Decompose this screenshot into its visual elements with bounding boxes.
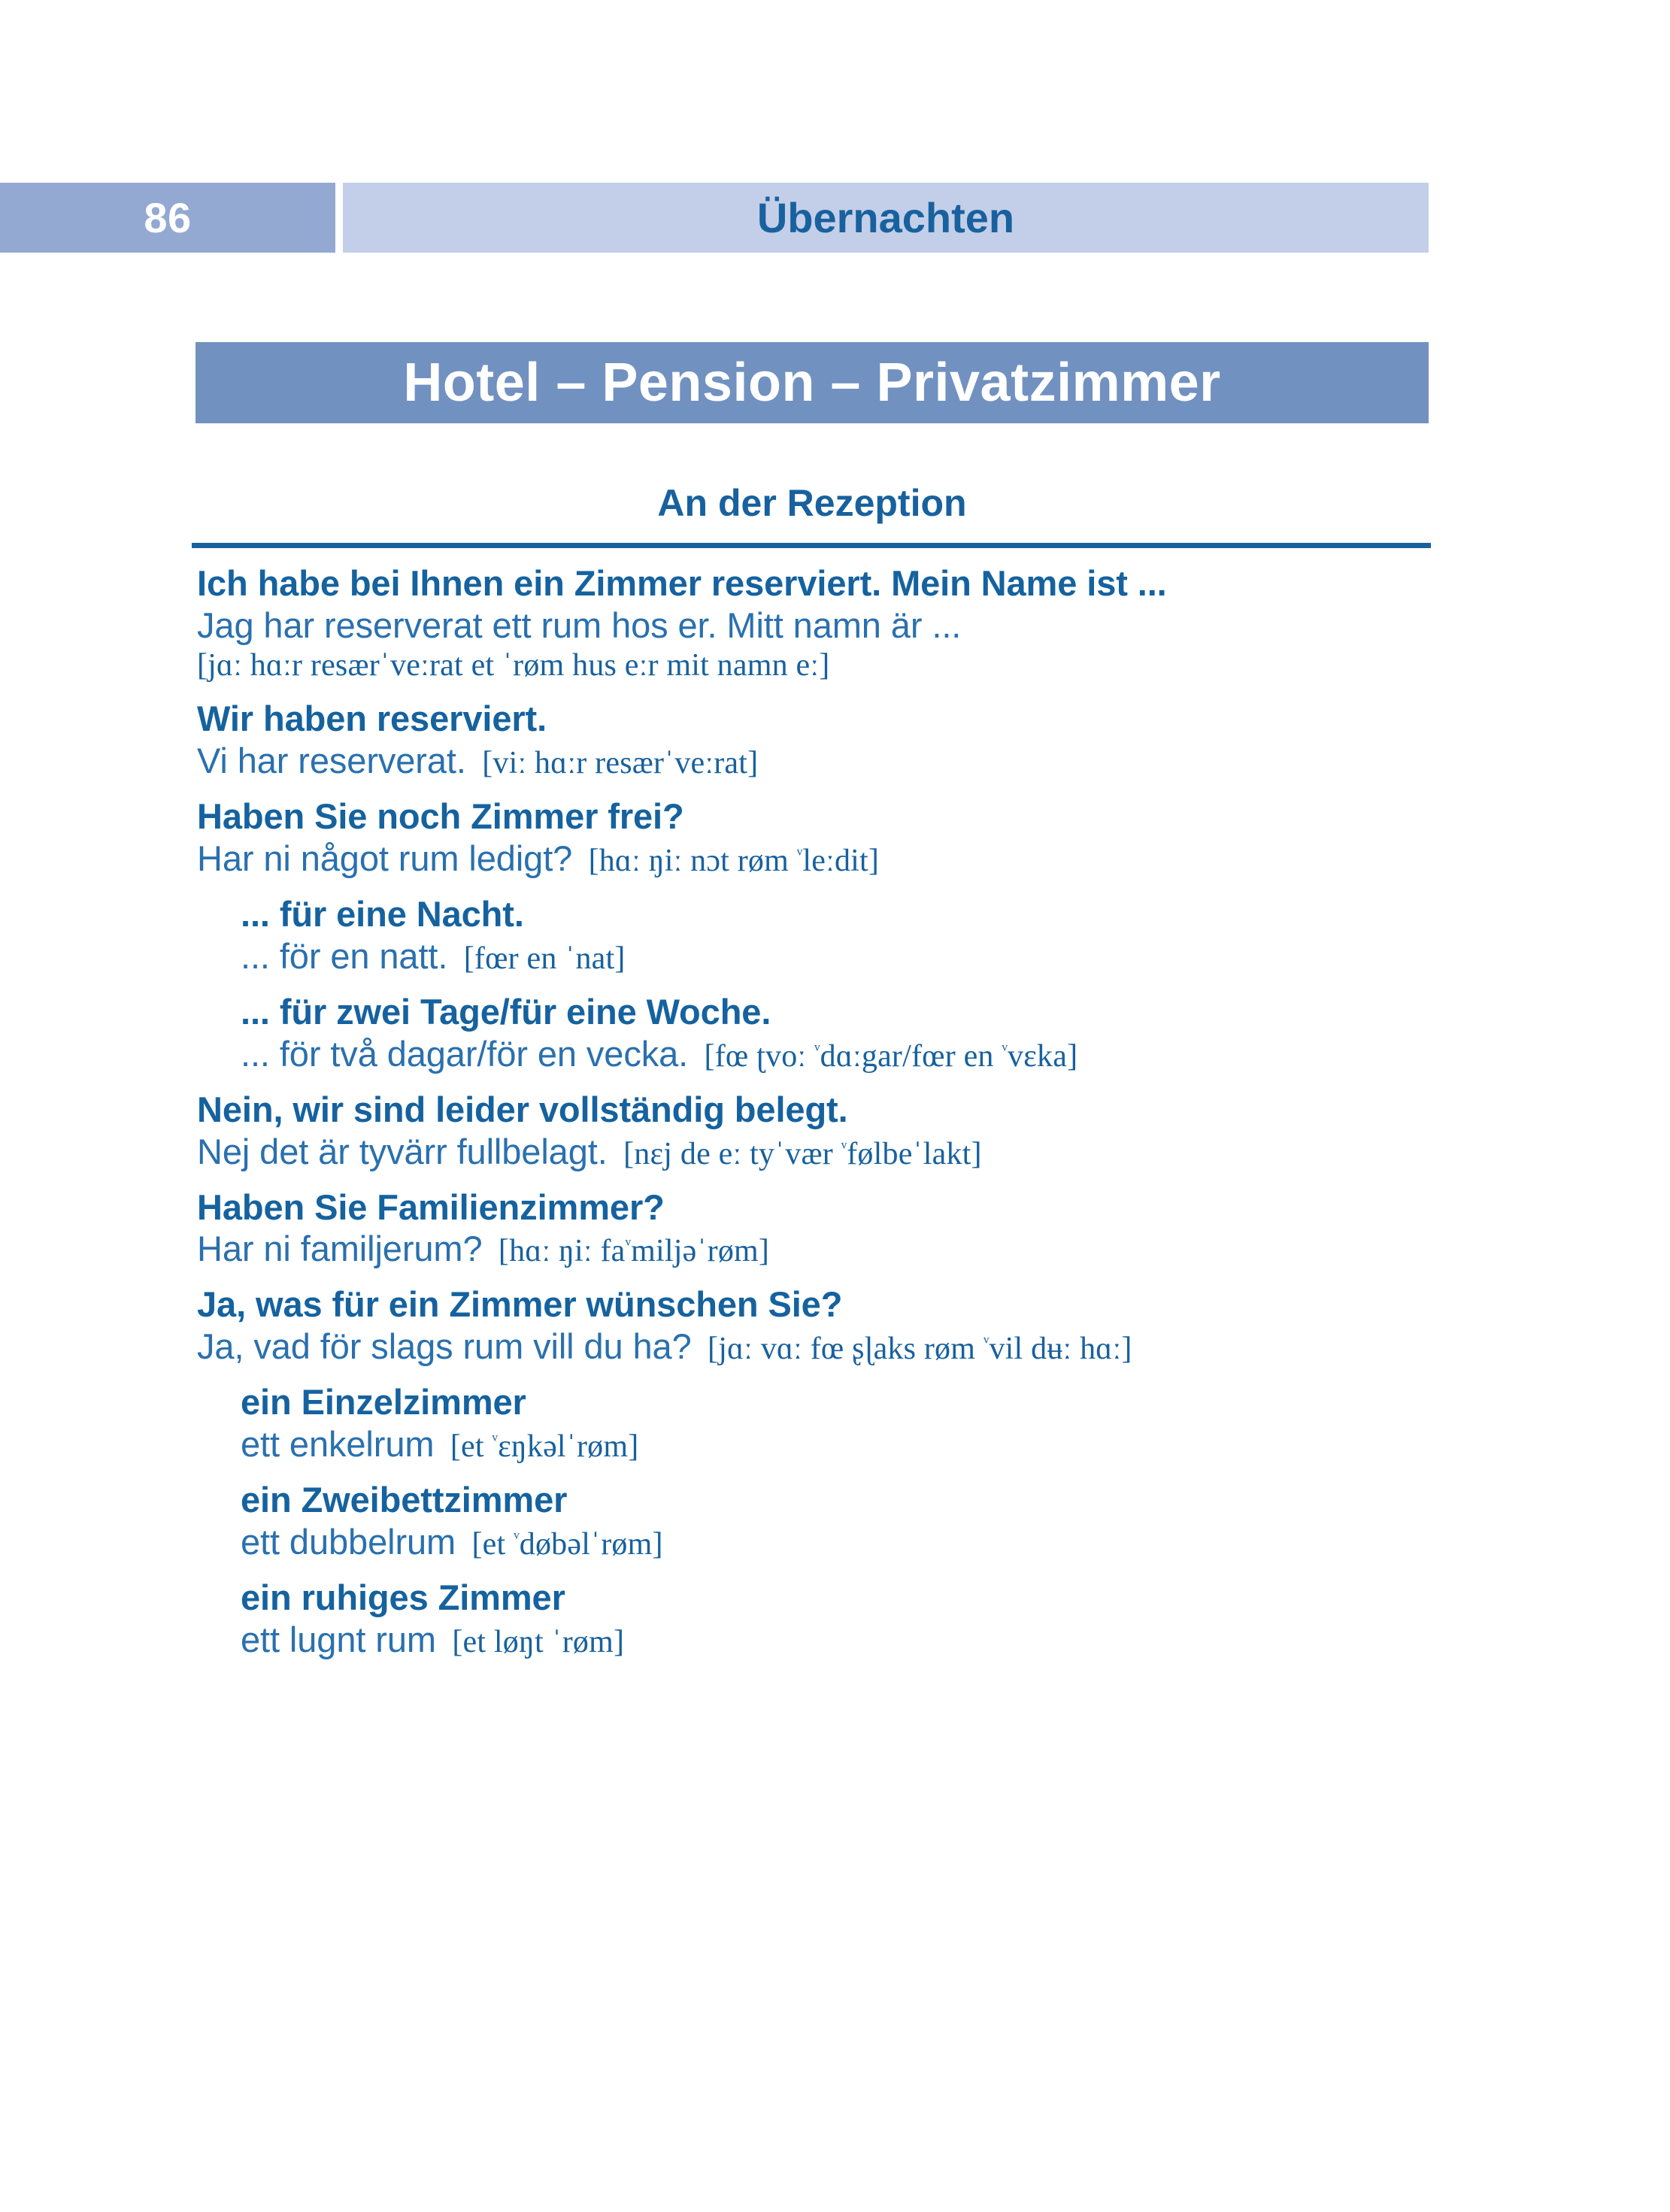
phrase-entry bbox=[197, 1186, 1475, 1271]
german-phrase: ein Zweibettzimmer bbox=[241, 1480, 568, 1520]
swedish-translation: Nej det är tyvärr fullbelagt. bbox=[197, 1131, 608, 1171]
ipa-pronunciation: [viː hɑːr resærˈveːrat] bbox=[465, 746, 759, 780]
heading-rule bbox=[192, 543, 1431, 548]
phrase-entry bbox=[197, 1089, 1475, 1174]
running-head bbox=[0, 183, 1429, 253]
swedish-translation: Har ni något rum ledigt? bbox=[197, 838, 573, 878]
translation-line bbox=[197, 740, 1475, 783]
ipa-pronunciation: [nɛj de eː tyˈvær $^ᵛ$følbeˈlakt] bbox=[607, 1136, 982, 1171]
tone-mark: ᵛ bbox=[796, 843, 803, 865]
german-phrase: Nein, wir sind leider vollständig belegt. bbox=[197, 1089, 848, 1129]
german-phrase: ein ruhiges Zimmer bbox=[241, 1577, 565, 1618]
phrase-entry bbox=[197, 562, 1475, 685]
translation-line bbox=[197, 1326, 1475, 1368]
translation-line bbox=[241, 1619, 1475, 1662]
chapter-title-block bbox=[343, 183, 1429, 253]
subsection-heading-text: An der Rezeption bbox=[657, 482, 967, 524]
ipa-pronunciation: [jɑː hɑːr resærˈveːrat et ˈrøm hus eːr mit namn eː] bbox=[197, 647, 830, 683]
german-phrase: Haben Sie noch Zimmer frei? bbox=[197, 795, 684, 836]
swedish-translation: ett dubbelrum bbox=[241, 1522, 456, 1562]
ipa-pronunciation: [hɑː ŋiː nɔt røm $^ᵛ$leːdit] bbox=[572, 843, 880, 878]
phrase-entry bbox=[241, 1577, 1475, 1662]
ipa-pronunciation: [hɑː ŋiː $fa^ᵛmiljəˈrøm$] bbox=[482, 1233, 770, 1269]
swedish-translation: ett lugnt rum bbox=[241, 1620, 436, 1660]
tone-mark: ᵛ bbox=[983, 1331, 990, 1353]
tone-mark: ᵛ bbox=[625, 1233, 632, 1256]
german-phrase: ... für eine Nacht. bbox=[241, 893, 524, 934]
phrase-entry bbox=[241, 1381, 1475, 1466]
swedish-translation: Jag har reserverat ett rum hos er. Mitt namn är ... bbox=[197, 605, 962, 645]
phrase-entry bbox=[241, 893, 1475, 978]
section-banner bbox=[195, 342, 1429, 423]
translation-line bbox=[197, 1228, 1475, 1271]
translation-line bbox=[241, 1033, 1475, 1076]
phrase-entry bbox=[197, 795, 1475, 880]
german-phrase: Ja, was für ein Zimmer wünschen Sie? bbox=[197, 1284, 843, 1325]
swedish-translation: Ja, vad för slags rum vill du ha? bbox=[197, 1326, 692, 1367]
german-phrase: Haben Sie Familienzimmer? bbox=[197, 1186, 665, 1227]
ipa-pronunciation: [et løŋt ˈrøm] bbox=[435, 1625, 625, 1660]
swedish-translation: ... för två dagar/för en vecka. bbox=[241, 1033, 689, 1074]
german-phrase: Ich habe bei Ihnen ein Zimmer reserviert. Mein Name ist ... bbox=[197, 563, 1167, 603]
ipa-pronunciation: [fœr en ˈnat] bbox=[447, 941, 626, 976]
swedish-translation: ... för en natt. bbox=[241, 935, 448, 976]
ipa-pronunciation: [et $^ᵛ$ɛŋkəlˈrøm] bbox=[434, 1429, 639, 1465]
chapter-title: Übernachten bbox=[756, 194, 1015, 241]
tone-mark: ᵛ bbox=[514, 1526, 520, 1549]
german-phrase: Wir haben reserviert. bbox=[197, 698, 547, 739]
swedish-translation: Vi har reserverat. bbox=[197, 741, 466, 780]
german-phrase: ... für zwei Tage/für eine Woche. bbox=[241, 991, 771, 1032]
phrase-entry bbox=[241, 1479, 1475, 1564]
phrase-entry bbox=[197, 1283, 1475, 1368]
tone-mark: ᵛ bbox=[1002, 1038, 1008, 1061]
running-head-divider bbox=[335, 183, 343, 253]
tone-mark: ᵛ bbox=[814, 1038, 820, 1061]
phrase-entry bbox=[241, 991, 1475, 1076]
phrase-entry bbox=[197, 698, 1475, 783]
translation-line bbox=[241, 1423, 1475, 1466]
translation-line bbox=[241, 935, 1475, 978]
phrase-list bbox=[197, 562, 1475, 1674]
page-number-block bbox=[0, 183, 335, 253]
swedish-translation: ett enkelrum bbox=[241, 1424, 435, 1465]
subsection-heading bbox=[195, 481, 1429, 525]
tone-mark: ᵛ bbox=[841, 1136, 847, 1159]
ipa-pronunciation: [et $^ᵛ$døbəlˈrøm] bbox=[456, 1526, 663, 1562]
translation-line bbox=[241, 1521, 1475, 1564]
tone-mark: ᵛ bbox=[492, 1429, 499, 1451]
translation-line bbox=[197, 1131, 1475, 1174]
section-banner-title: Hotel – Pension – Privatzimmer bbox=[403, 353, 1221, 413]
german-phrase: ein Einzelzimmer bbox=[241, 1382, 526, 1423]
swedish-translation: Har ni familjerum? bbox=[197, 1229, 483, 1269]
ipa-pronunciation: [jɑː vɑː fœ ʂɭaks røm $^ᵛ$vil dʉː hɑː] bbox=[691, 1331, 1132, 1367]
page-number: 86 bbox=[144, 194, 192, 241]
translation-line bbox=[197, 605, 1475, 647]
ipa-pronunciation: [fœ ʈvoː $^ᵛ$dɑːgar/fœr en $^ᵛ$vɛka] bbox=[688, 1038, 1078, 1074]
translation-line bbox=[197, 838, 1475, 880]
